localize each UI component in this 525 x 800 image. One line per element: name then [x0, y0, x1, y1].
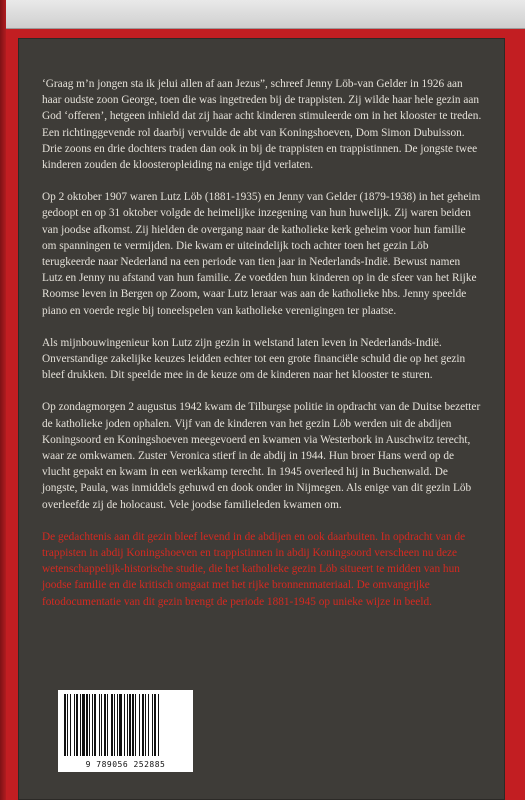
blurb-paragraph-3: Als mijnbouwingenieur kon Lutz zijn gezin in welstand laten leven in Nederlands-Indië. Onverstandige zakelijke keuzes leidden echter tot een grote financiële schuld die op het gezin bleef drukken. Dit speelde mee in de keuze om de kinderen naar het klooster te sturen. [42, 336, 466, 382]
barcode-number: 9 789056 252885 [85, 760, 166, 769]
blurb-paragraph-1: ‘Graag m’n jongen sta ik jelui allen af aan Jezus”, schreef Jenny Löb-van Gelder in 1926 aan haar oudste zoon George, toen die was ingetreden bij de trappisten. Zij wilde haar hele gezin aan God ‘offeren’, hetgeen inhield dat zij haar acht kinderen stimuleerde om in het klooster te treden. Een richtinggevende rol daarbij vervulde de abt van Koningshoeven, Dom Simon Dubuisson. Drie zoons en drie dochters traden dan ook in bij de trappisten en trappistinnen. De jongste twee kinderen zouden de kloosteropleiding na enige tijd verlaten. [42, 78, 482, 172]
blurb-text [42, 76, 482, 626]
isbn-barcode [58, 690, 193, 772]
blurb-paragraph-2: Op 2 oktober 1907 waren Lutz Löb (1881-1935) en Jenny van Gelder (1879-1938) in het geheim gedoopt en op 31 oktober volgde de heimelijke inzegening van hun huwelijk. Zij waren beiden van joodse afkomst. Zij hielden de overgang naar de katholieke kerk geheim voor hun familie om spanningen te vermijden. Die kwam er uiteindelijk toch achter toen het gezin Löb terugkeerde naar Nederland na een periode van tien jaar in Nederlands-Indië. Bewust namen Lutz en Jenny nu afstand van hun familie. Ze voedden hun kinderen op in de sfeer van het Rijke Roomse leven in Bergen op Zoom, waar Lutz leraar was aan de katholieke hbs. Jenny speelde piano en voerde regie bij toneelspelen van katholieke verenigingen ter plaatse. [42, 191, 481, 317]
page-block-top [6, 0, 525, 29]
barcode-bars [62, 694, 189, 756]
blurb-paragraph-4: Op zondagmorgen 2 augustus 1942 kwam de Tilburgse politie in opdracht van de Duitse bezetter de katholieke joden ophalen. Vijf van de kinderen van het gezin Löb werden uit de abdijen Koningsoord en Koningshoeven meegevoerd en kwamen via Westerbork in Auschwitz terecht, waar ze omkwamen. Zuster Veronica stierf in de abdij in 1944. Hun broer Hans werd op de vlucht gepakt en kwam in een werkkamp terecht. In 1945 overleed hij in Buchenwald. De jongste, Paula, was inmiddels gehuwd en dook onder in Nijmegen. Als enige van dit gezin Löb overleefde zij de holocaust. Vele joodse familieleden kwamen om. [42, 401, 481, 511]
blurb-highlight-paragraph: De gedachtenis aan dit gezin bleef levend in de abdijen en ook daarbuiten. In opdracht van de trappisten in abdij Koningshoeven en trappistinnen in abdij Koningsoord verscheen nu deze wetenschappelijk-historische studie, die het katholieke gezin Löb situeert te midden van hun joodse familie en die kritisch omgaat met het rijke bronnenmateriaal. De omvangrijke fotodocumentatie van dit gezin brengt de periode 1881-1945 op unieke wijze in beeld. [42, 530, 466, 608]
binding-edge [0, 0, 6, 800]
